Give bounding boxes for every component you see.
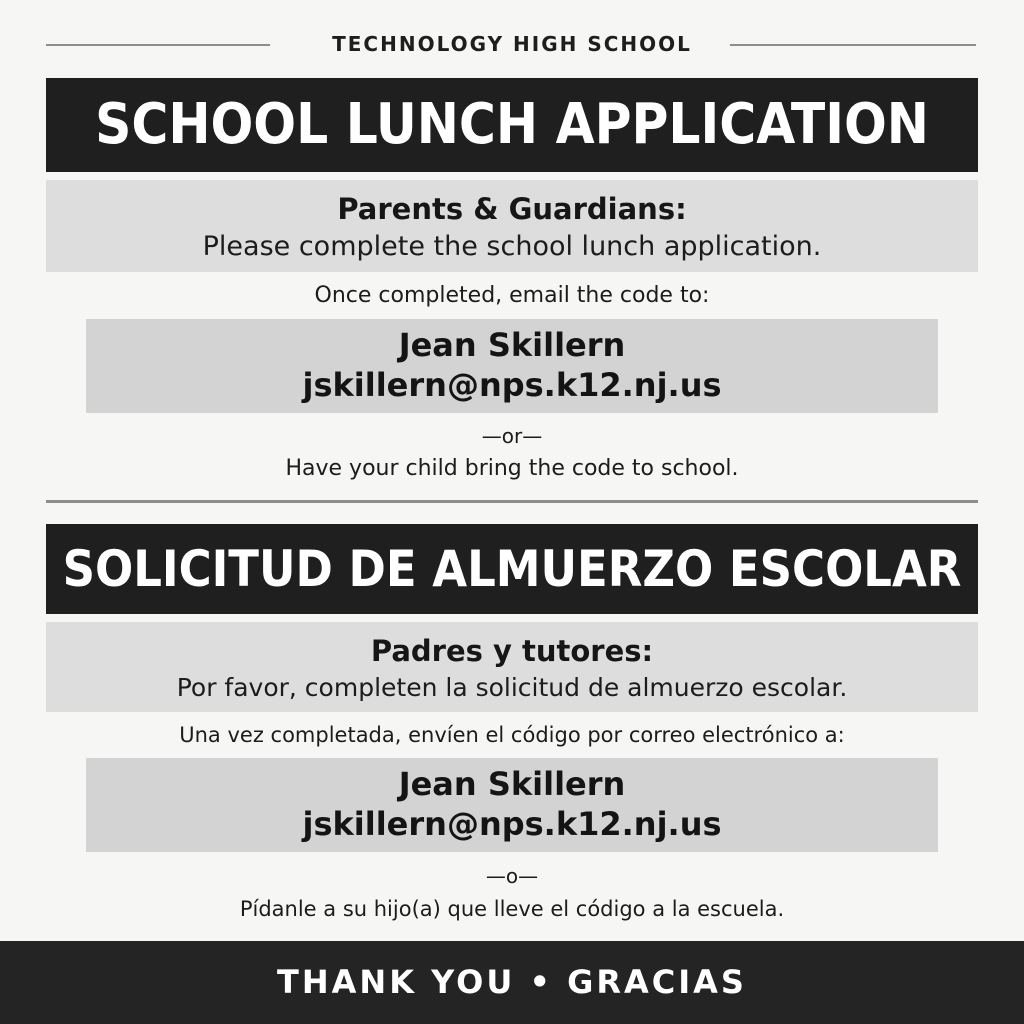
- english-contact-email: jskillern@nps.k12.nj.us: [302, 366, 722, 404]
- spanish-instruction-band: [46, 622, 978, 712]
- english-audience: Parents & Guardians:: [337, 192, 687, 226]
- spanish-title: SOLICITUD DE ALMUERZO ESCOLAR: [62, 540, 962, 598]
- english-contact-name: Jean Skillern: [398, 326, 626, 364]
- english-title-banner: [46, 78, 978, 172]
- english-alternative: Have your child bring the code to school.: [285, 456, 739, 481]
- spanish-separator: —o—: [485, 864, 539, 888]
- footer-text: THANK YOU • GRACIAS: [277, 963, 747, 1001]
- english-instruction-band: [46, 180, 978, 272]
- spanish-contact-email: jskillern@nps.k12.nj.us: [302, 805, 722, 843]
- spanish-instruction: Por favor, completen la solicitud de almuerzo escolar.: [176, 673, 848, 702]
- spanish-title-banner: [46, 524, 978, 614]
- spanish-email-prompt: Una vez completada, envíen el código por correo electrónico a:: [179, 723, 845, 747]
- spanish-alternative: Pídanle a su hijo(a) que lleve el código a la escuela.: [239, 897, 785, 921]
- spanish-contact-box: [86, 758, 938, 852]
- english-title: SCHOOL LUNCH APPLICATION: [95, 92, 929, 157]
- school-name: TECHNOLOGY HIGH SCHOOL: [332, 32, 692, 56]
- english-email-prompt: Once completed, email the code to:: [314, 283, 710, 308]
- spanish-contact-name: Jean Skillern: [398, 765, 626, 803]
- header-rule-right: [730, 44, 976, 46]
- spanish-audience: Padres y tutores:: [370, 634, 654, 668]
- section-divider: [46, 500, 978, 503]
- english-instruction: Please complete the school lunch application.: [202, 231, 822, 262]
- thank-you-footer: [0, 941, 1024, 1024]
- english-contact-box: [86, 319, 938, 413]
- english-separator: —or—: [481, 424, 543, 448]
